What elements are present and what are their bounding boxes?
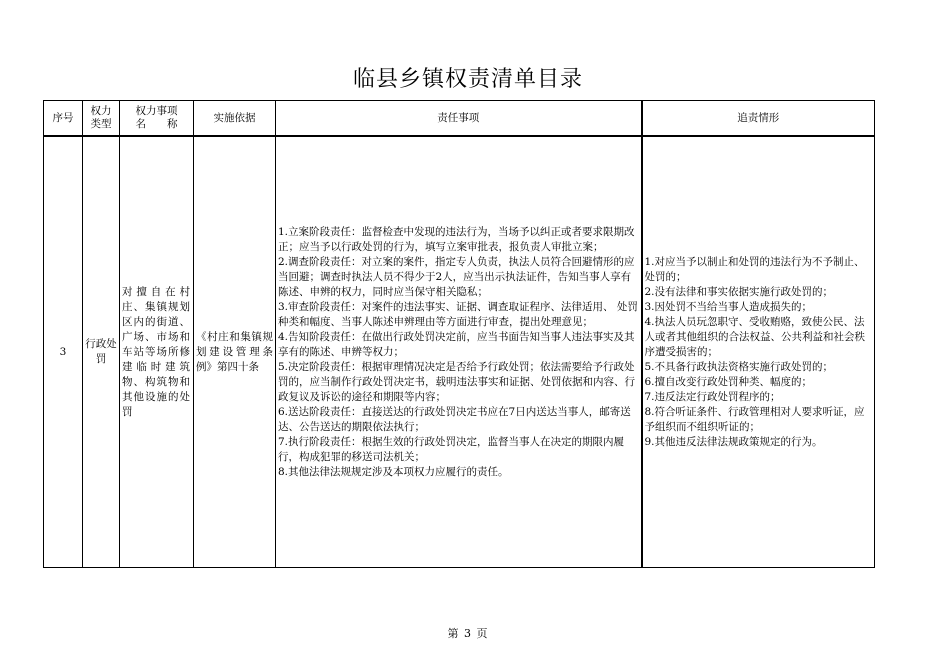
table-row	[44, 136, 875, 568]
responsibility-item: 7.执行阶段责任：根据生效的行政处罚决定，监督当事人在决定的期限内履行，构成犯罪的移送司法机关；	[278, 435, 625, 463]
responsibility-item: 8.其他法律法规规定涉及本项权力应履行的责任。	[278, 465, 509, 478]
row-basis: 《村庄和集镇规划建设管理条例》第四十条	[194, 136, 276, 568]
header-power-name-line2: 名 称	[135, 118, 178, 130]
row-seq: 3	[44, 136, 83, 568]
responsibility-item: 6.送达阶段责任：直接送达的行政处罚决定书应在7日内送达当事人，邮寄送达、公告送达的期限依法执行；	[278, 405, 631, 433]
pursuit-item: 5.不具备行政执法资格实施行政处罚的；	[644, 360, 834, 373]
header-pursuit: 追责情形	[642, 101, 875, 137]
row-power-type: 行政处罚	[83, 136, 120, 568]
row-pursuit	[642, 136, 875, 568]
pursuit-item: 8.符合听证条件、行政管理相对人要求听证，应予组织而不组织听证的；	[644, 405, 865, 433]
pursuit-item: 6.擅自改变行政处罚种类、幅度的；	[644, 375, 813, 388]
header-power-name	[120, 101, 194, 137]
responsibility-item: 3.审查阶段责任：对案件的违法事实、证据、调查取证程序、法律适用、 处罚种类和幅度、当事人陈述申辨理由等方面进行审查，提出处理意见；	[278, 300, 638, 328]
header-power-type-line2: 类型	[90, 118, 112, 130]
row-responsibility	[276, 136, 642, 568]
header-power-name-line1: 权力事项	[135, 105, 178, 117]
header-power-type-line1: 权力	[90, 105, 112, 117]
pursuit-item: 1.对应当予以制止和处罚的违法行为不予制止、处罚的；	[644, 255, 865, 283]
table-header-row	[44, 101, 875, 137]
header-power-type	[83, 101, 120, 137]
header-basis: 实施依据	[194, 101, 276, 137]
document-title: 临县乡镇权责清单目录	[352, 67, 583, 92]
responsibility-item: 4.告知阶段责任：在做出行政处罚决定前，应当书面告知当事人违法事实及其享有的陈述、申辨等权力；	[278, 330, 635, 358]
page-number: 第 3 页	[447, 627, 489, 640]
responsibility-item: 2.调查阶段责任：对立案的案件，指定专人负责，执法人员符合回避情形的应当回避；调查时执法人员不得少于2人，应当出示执法证件，告知当事人享有陈述、申辨的权力，同时应当保守相关隐私；	[278, 255, 635, 298]
responsibility-item: 1.立案阶段责任：监督检查中发现的违法行为，当场予以纠正或者要求限期改正；应当予以行政处罚的行为，填写立案审批表，报负责人审批立案；	[278, 225, 635, 253]
pursuit-item: 2.没有法律和事实依据实施行政处罚的；	[644, 285, 834, 298]
pursuit-item: 9.其他违反法律法规政策规定的行为。	[644, 435, 823, 448]
header-seq: 序号	[44, 101, 83, 137]
power-responsibility-table	[43, 100, 875, 568]
responsibility-item: 5.决定阶段责任：根据审理情况决定是否给予行政处罚；依法需要给予行政处罚的，应当制作行政处罚决定书，载明违法事实和证据、处罚依据和内容、行政复议及诉讼的途径和期限等内容；	[278, 360, 635, 403]
header-responsibility: 责任事项	[276, 101, 642, 137]
pursuit-item: 3.因处罚不当给当事人造成损失的；	[644, 300, 813, 313]
pursuit-item: 4.执法人员玩忽职守、受收贿赂，致使公民、法人或者其他组织的合法权益、公共利益和社会秩序遭受损害的；	[644, 315, 865, 358]
row-power-name: 对擅自在村庄、集镇规划区内的街道、广场、市场和车站等场所修建临时建筑物、构筑物和其他设施的处罚	[120, 136, 194, 568]
pursuit-item: 7.违反法定行政处罚程序的；	[644, 390, 781, 403]
